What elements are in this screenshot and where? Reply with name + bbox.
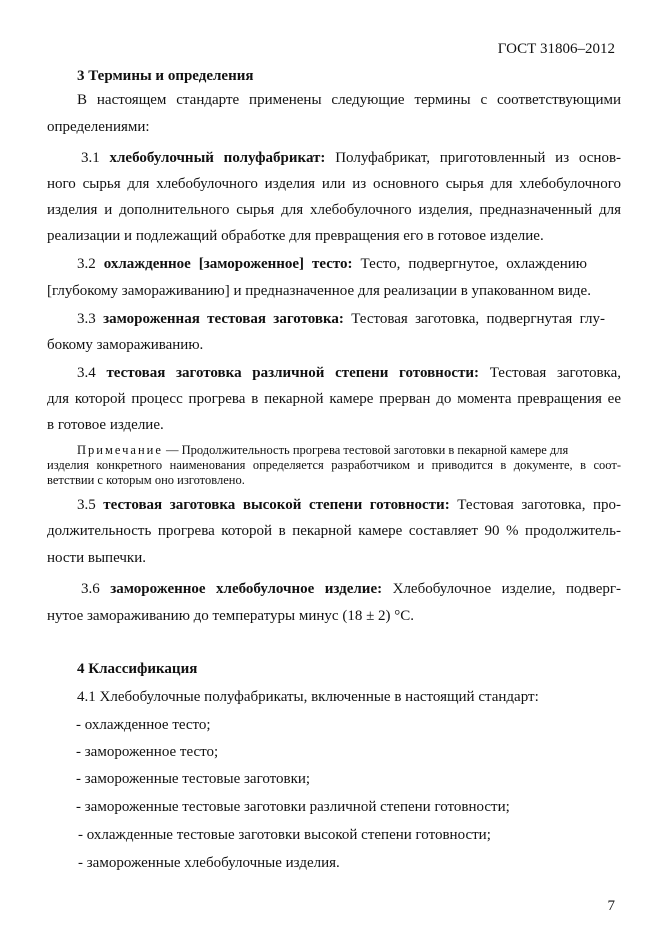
term-3-1-line4: реализации и подлежащий обработке для превращения его в готовое изделие. [47,228,544,244]
section-3-heading: 3 Термины и определения [77,68,254,84]
page-number: 7 [607,898,615,914]
term-3-4-line2: для которой процесс прогрева в пекарной камере прерван до момента превращения ее [47,391,621,407]
term-3-1-line2: ного сырья для хлебобулочного изделия или из основного сырья для хлебобулочного [47,176,621,192]
term-3-3-line2: бокому замораживанию. [47,337,204,353]
section-3-intro-line1: В настоящем стандарте применены следующие термины с соответствующими [77,92,621,108]
term-3-3-term: замороженная тестовая заготовка: [103,311,344,327]
term-3-4-term: тестовая заготовка различной степени готовности: [106,365,479,381]
term-3-5-line2: должительность прогрева которой в пекарной камере составляет 90 % продолжитель- [47,523,621,539]
term-3-4-number: 3.4 [77,365,96,381]
section-4-heading: 4 Классификация [77,661,198,677]
term-3-6-term: замороженное хлебобулочное изделие: [110,581,383,597]
term-3-4-definition: Тестовая заготовка, [489,365,622,381]
term-3-4-line3: в готовое изделие. [47,417,164,433]
term-3-6-line2: нутое замораживанию до температуры минус (18 ± 2) °С. [47,608,415,624]
term-3-6-definition: Хлебобулочное изделие, подверг- [392,581,622,597]
term-3-5-definition: Тестовая заготовка, про- [457,497,622,513]
term-3-3-definition: Тестовая заготовка, подвергнутая глу- [351,311,605,327]
list-item: - замороженные тестовые заготовки; [76,771,311,787]
document-code: ГОСТ 31806–2012 [497,41,615,57]
term-3-3-number: 3.3 [77,311,96,327]
term-3-5-number: 3.5 [77,497,96,513]
term-3-1-definition: Полуфабрикат, приготовленный из основ- [335,150,622,166]
list-item: - замороженное тесто; [76,744,219,760]
section-4-intro: 4.1 Хлебобулочные полуфабрикаты, включенные в настоящий стандарт: [77,689,539,705]
term-3-5-line3: ности выпечки. [47,550,146,566]
term-3-2-line2: [глубокому замораживанию] и предназначенное для реализации в упакованном виде. [47,283,591,299]
note-label: Примечание [77,443,163,457]
term-3-1-line3: изделия и дополнительного сырья для хлебобулочного изделия, предназначенный для [47,202,621,218]
note-first-line [77,443,568,459]
list-item: - охлажденные тестовые заготовки высокой степени готовности; [78,827,491,843]
term-3-4-first-line [77,360,621,387]
term-3-1-term: хлебобулочный полуфабрикат: [109,150,326,166]
term-3-5-term: тестовая заготовка высокой степени готовности: [103,497,450,513]
note-text: — Продолжительность прогрева тестовой заготовки в пекарной камере для [166,443,569,457]
term-3-2-number: 3.2 [77,256,96,272]
list-item: - охлажденное тесто; [76,717,211,733]
term-3-3-first-line [77,306,605,333]
term-3-2-definition: Тесто, подвергнутое, охлаждению [360,256,587,272]
note-line2: изделия конкретного наименования определяется разработчиком и приводится в документе, в соот- [47,458,621,472]
list-item: - замороженные хлебобулочные изделия. [78,855,340,871]
list-item: - замороженные тестовые заготовки различной степени готовности; [76,799,510,815]
term-3-6-number: 3.6 [81,581,100,597]
section-3-intro-line2: определениями: [47,119,150,135]
term-3-2-first-line [77,251,587,278]
term-3-1-number: 3.1 [81,150,100,166]
term-3-2-term: охлажденное [замороженное] тесто: [103,256,353,272]
term-3-1-first-line [81,145,621,172]
term-3-5-first-line [77,492,621,519]
note-line3: ветствии с которым оно изготовлено. [47,473,245,487]
term-3-6-first-line [81,576,621,603]
